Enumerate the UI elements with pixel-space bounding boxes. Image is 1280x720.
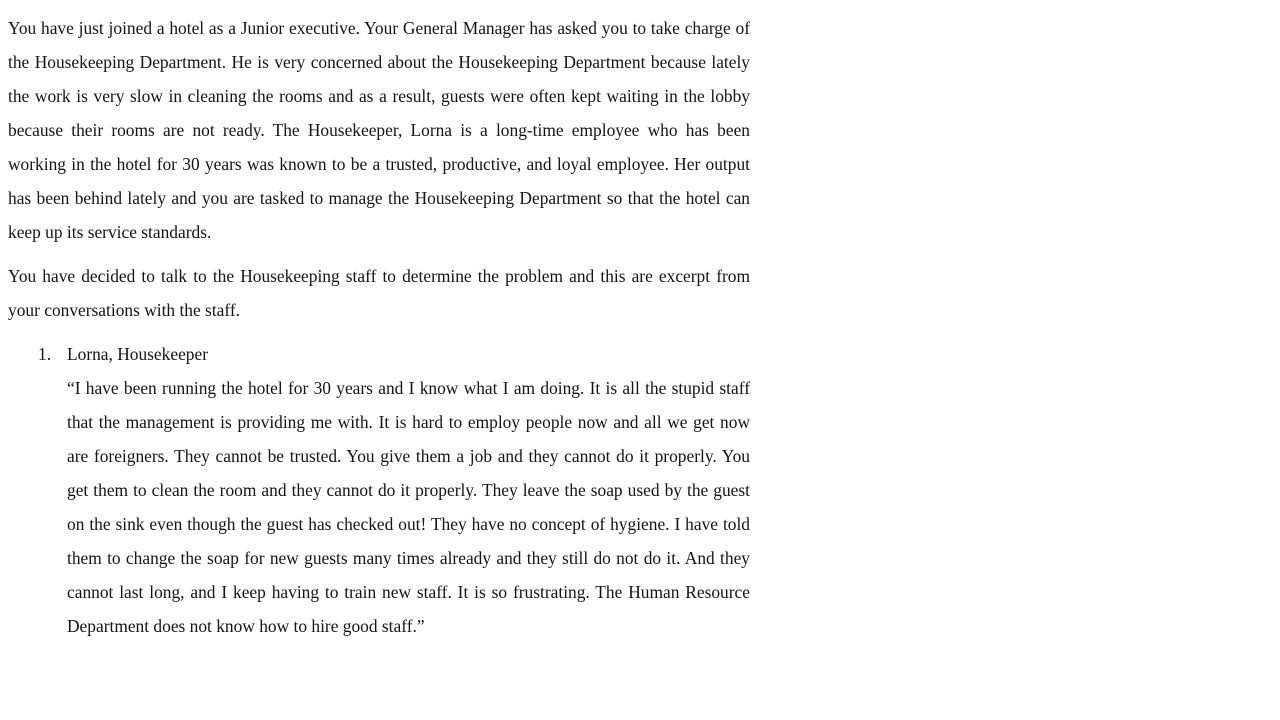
speaker-quote: “I have been running the hotel for 30 years and I know what I am doing. It is all the stupid staff that the management is providing me with. It is hard to employ people now and all we get now are foreigners. They cannot be trusted. You give them a job and they cannot do it properly. You get them to clean the room and they cannot do it properly. They leave the soap used by the guest on the sink even though the guest has checked out! They have no concept of hygiene. I have told them to change the soap for new guests many times already and they still do not do it. And they cannot last long, and I keep having to train new staff. It is so frustrating. The Human Resource Department does not know how to hire good staff.” [67,378,750,636]
conversation-list [8,337,750,643]
document-page [8,11,750,643]
list-item-number: 1. [38,344,52,364]
intro-paragraph: You have decided to talk to the Housekeeping staff to determine the problem and this are excerpt from your conversations with the staff. [8,266,750,320]
list-item [8,337,750,643]
intro-paragraph: You have just joined a hotel as a Junior executive. Your General Manager has asked you to take charge of the Housekeeping Department. He is very concerned about the Housekeeping Department because lately the work is very slow in cleaning the rooms and as a result, guests were often kept waiting in the lobby because their rooms are not ready. The Housekeeper, Lorna is a long-time employee who has been working in the hotel for 30 years was known to be a trusted, productive, and loyal employee. Her output has been behind lately and you are tasked to manage the Housekeeping Department so that the hotel can keep up its service standards. [8,18,750,242]
speaker-name: Lorna, Housekeeper [67,344,208,364]
